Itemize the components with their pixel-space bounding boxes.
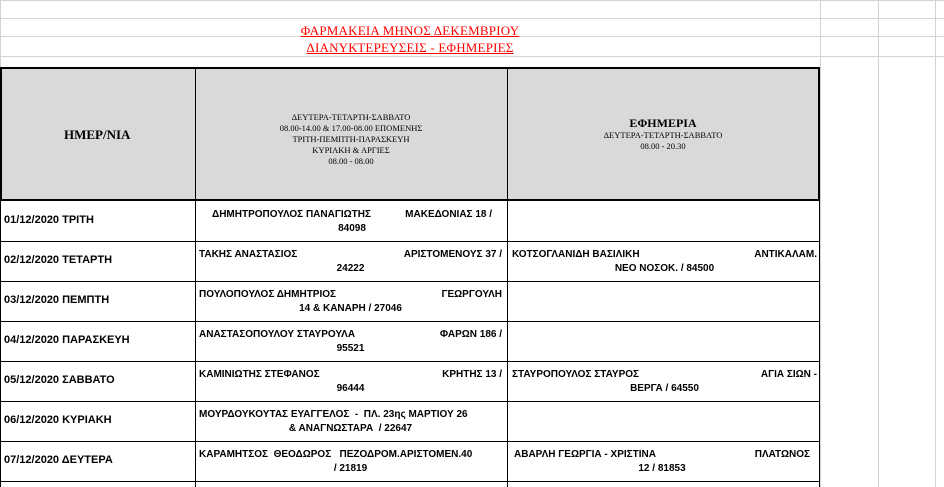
row-divider xyxy=(0,361,820,362)
pharmacy-address: ΑΡΙΣΤΟΜΕΝΟΥΣ 37 / xyxy=(403,249,502,260)
row-divider xyxy=(0,321,820,322)
night-pharmacy-cell[interactable] xyxy=(199,288,502,316)
pharmacy-address-cont: 96444 xyxy=(336,383,365,394)
pharmacy-address-cont: 14 & ΚΑΝΑΡΗ / 27046 xyxy=(299,303,402,314)
pharmacy-address-cont: / 21819 xyxy=(333,463,368,474)
pharmacy-name: ΜΟΥΡΔΟΥΚΟΥΤΑΣ ΕΥΑΓΓΕΛΟΣ - ΠΛ. 23ης ΜΑΡΤΙΟΥ 26 xyxy=(199,409,468,420)
pharmacy-name: ΠΟΥΛΟΠΟΥΛΟΣ ΔΗΜΗΤΡΙΟΣ xyxy=(199,289,337,300)
pharmacy-name: ΑΒΑΡΛΗ ΓΕΩΡΓΙΑ - ΧΡΙΣΤΙΝΑ xyxy=(514,449,656,460)
header-night-text xyxy=(195,112,507,167)
header-night-line: ΤΡΙΤΗ-ΠΕΜΠΤΗ-ΠΑΡΑΣΚΕΥΗ xyxy=(292,134,410,144)
date-cell[interactable]: 07/12/2020 ΔΕΥΤΕΡΑ xyxy=(4,454,113,466)
date-cell[interactable]: 04/12/2020 ΠΑΡΑΣΚΕΥΗ xyxy=(4,334,130,346)
header-date-cell[interactable] xyxy=(2,68,195,200)
pharmacy-address-cont: & ΑΝΑΓΝΩΣΤΑΡΑ / 22647 xyxy=(288,423,413,434)
pharmacy-name: ΚΑΡΑΜΗΤΣΟΣ ΘΕΟΔΩΡΟΣ ΠΕΖΟΔΡΟΜ.ΑΡΙΣΤΟΜΕΝ.40 xyxy=(199,449,473,460)
pharmacy-name: ΑΝΑΣΤΑΣΟΠΟΥΛΟΥ ΣΤΑΥΡΟΥΛΑ xyxy=(199,329,356,340)
gridline xyxy=(0,18,944,19)
pharmacy-address-cont: 24222 xyxy=(336,263,365,274)
pharmacy-address: ΚΡΗΤΗΣ 13 / xyxy=(442,369,502,380)
pharmacy-address-cont: 95521 xyxy=(336,343,365,354)
header-duty-cell[interactable] xyxy=(508,68,818,200)
night-pharmacy-cell[interactable] xyxy=(199,368,502,396)
gridline xyxy=(820,0,821,487)
pharmacy-address: ΠΛΑΤΩΝΟΣ xyxy=(754,449,810,460)
header-duty-text xyxy=(508,130,818,152)
night-pharmacy-cell[interactable] xyxy=(212,208,492,236)
pharmacy-address-cont: 84098 xyxy=(338,223,366,234)
night-pharmacy-cell[interactable] xyxy=(199,448,502,476)
pharmacy-address: ΓΕΩΡΓΟΥΛΗ xyxy=(441,289,502,300)
row-divider xyxy=(0,281,820,282)
sheet-title-line1: ΦΑΡΜΑΚΕΙΑ ΜΗΝΟΣ ΔΕΚΕΜΒΡΙΟΥ xyxy=(300,23,520,38)
header-night-line: 08.00-14.00 & 17.00-08.00 ΕΠΟΜΕΝΗΣ xyxy=(279,123,423,133)
pharmacy-address: ΜΑΚΕΔΟΝΙΑΣ 18 / xyxy=(405,209,492,220)
pharmacy-name: ΚΑΜΙΝΙΩΤΗΣ ΣΤΕΦΑΝΟΣ xyxy=(199,369,320,380)
header-night-line: ΔΕΥΤΕΡΑ-ΤΕΤΑΡΤΗ-ΣΑΒΒΑΤΟ xyxy=(291,112,411,122)
header-divider xyxy=(195,67,196,201)
row-divider xyxy=(0,401,820,402)
date-cell[interactable]: 02/12/2020 ΤΕΤΑΡΤΗ xyxy=(4,254,113,266)
duty-pharmacy-cell[interactable] xyxy=(512,248,817,276)
header-date-label: ΗΜΕΡ/ΝΙΑ xyxy=(64,127,131,142)
date-cell[interactable]: 05/12/2020 ΣΑΒΒΑΤΟ xyxy=(4,374,115,386)
pharmacy-name: ΣΤΑΥΡΟΠΟΥΛΟΣ ΣΤΑΥΡΟΣ xyxy=(512,369,640,380)
duty-pharmacy-cell[interactable] xyxy=(514,448,810,476)
date-cell[interactable]: 01/12/2020 ΤΡΙΤΗ xyxy=(4,214,94,226)
row-divider xyxy=(0,481,820,482)
sheet-title-line2: ΔΙΑΝΥΚΤΕΡΕΥΣΕΙΣ - ΕΦΗΜΕΡΙΕΣ xyxy=(306,40,514,55)
pharmacy-address-cont: ΒΕΡΓΑ / 64550 xyxy=(630,383,699,394)
column-divider xyxy=(507,200,508,487)
row-divider xyxy=(0,441,820,442)
column-divider xyxy=(195,200,196,487)
date-cell[interactable]: 06/12/2020 ΚΥΡΙΑΚΗ xyxy=(4,414,112,426)
pharmacy-address: ΑΝΤΙΚΑΛΑΜ. xyxy=(754,249,817,260)
date-cell[interactable]: 03/12/2020 ΠΕΜΠΤΗ xyxy=(4,294,110,306)
pharmacy-address: ΑΓΙΑ ΣΙΩΝ - xyxy=(760,369,817,380)
header-divider xyxy=(507,67,508,201)
gridline xyxy=(878,0,879,487)
night-pharmacy-cell[interactable] xyxy=(199,248,502,276)
pharmacy-address-cont: ΝΕΟ ΝΟΣΟΚ. / 84500 xyxy=(614,263,715,274)
header-night-cell[interactable] xyxy=(195,68,507,200)
night-pharmacy-cell[interactable] xyxy=(199,328,502,356)
header-duty-line: 08.00 - 20.30 xyxy=(640,141,686,151)
header-duty-title: ΕΦΗΜΕΡΙΑ xyxy=(629,116,697,130)
pharmacy-address-cont: 12 / 81853 xyxy=(638,463,686,474)
row-divider xyxy=(0,241,820,242)
header-night-line: ΚΥΡΙΑΚΗ & ΑΡΓΙΕΣ xyxy=(312,145,390,155)
pharmacy-name: ΤΑΚΗΣ ΑΝΑΣΤΑΣΙΟΣ xyxy=(199,249,298,260)
pharmacy-name: ΔΗΜΗΤΡΟΠΟΥΛΟΣ ΠΑΝΑΓΙΩΤΗΣ xyxy=(212,209,371,220)
night-pharmacy-cell[interactable] xyxy=(199,408,502,436)
pharmacy-address: ΦΑΡΩΝ 186 / xyxy=(439,329,502,340)
duty-pharmacy-cell[interactable] xyxy=(512,368,817,396)
column-divider xyxy=(819,200,820,487)
header-night-line: 08.00 - 08.00 xyxy=(328,156,374,166)
column-divider xyxy=(0,200,1,487)
gridline xyxy=(935,0,936,487)
header-duty-line: ΔΕΥΤΕΡΑ-ΤΕΤΑΡΤΗ-ΣΑΒΒΑΤΟ xyxy=(603,130,723,140)
gridline xyxy=(0,0,944,1)
gridline xyxy=(0,56,944,57)
pharmacy-name: ΚΟΤΣΟΓΛΑΝΙΔΗ ΒΑΣΙΛΙΚΗ xyxy=(512,249,640,260)
